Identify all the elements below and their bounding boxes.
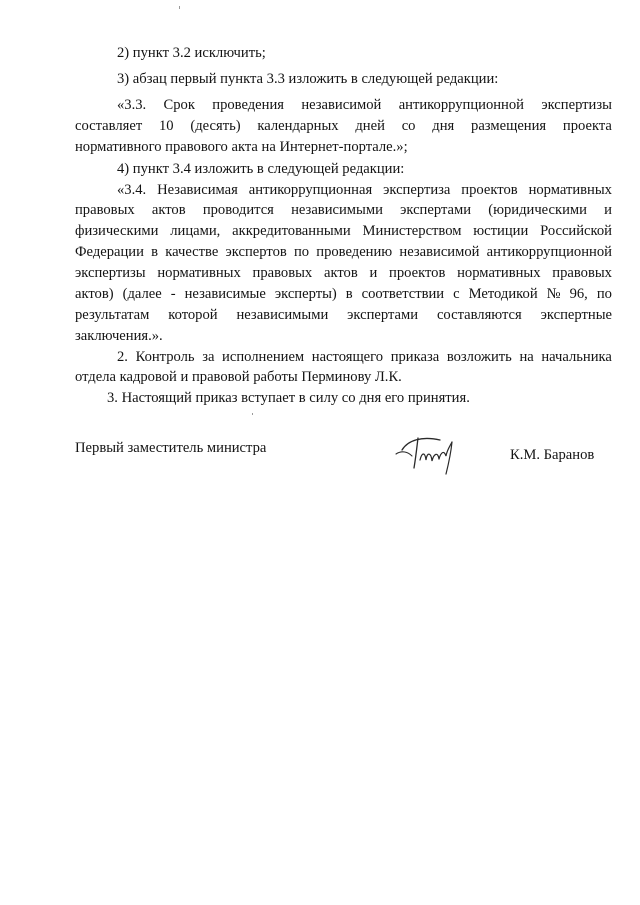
- word: Министерством: [362, 223, 462, 239]
- word: независимыми: [291, 202, 383, 218]
- word: экспертов: [225, 244, 287, 260]
- word: проектов: [389, 265, 446, 281]
- word: экспертные: [540, 307, 612, 323]
- word: начальника: [541, 349, 612, 365]
- word: с: [453, 286, 460, 302]
- word: за: [202, 349, 215, 365]
- signatory-title: Первый заместитель министра: [75, 440, 267, 456]
- word: актов): [75, 286, 114, 302]
- word: Федерации: [75, 244, 144, 260]
- word: нормативных: [457, 265, 541, 281]
- word: соответствии: [361, 286, 445, 302]
- scan-speck: [252, 413, 253, 415]
- word: антикоррупционной: [398, 97, 524, 113]
- scan-speck: [179, 6, 180, 9]
- word: возложить: [446, 349, 512, 365]
- word: «3.4.: [117, 182, 147, 198]
- word: «3.3.: [117, 97, 147, 113]
- text-line-15: [117, 348, 612, 367]
- word: Методикой: [468, 286, 538, 302]
- word: №: [546, 286, 561, 302]
- word: 96,: [569, 286, 588, 302]
- word: нормативных: [157, 265, 241, 281]
- text-line-16: отдела кадровой и правовой работы Перминову Л.К.: [75, 369, 402, 385]
- word: эксперты): [274, 286, 337, 302]
- word: исполнением: [222, 349, 305, 365]
- text-line-11: [75, 264, 612, 283]
- word: правовых: [552, 265, 612, 281]
- text-line-14: заключения.».: [75, 328, 163, 344]
- word: в: [151, 244, 159, 260]
- signatory-name: К.М. Баранов: [510, 447, 595, 463]
- word: результатам: [75, 307, 150, 323]
- word: (далее: [122, 286, 162, 302]
- text-line-10: [75, 243, 612, 262]
- word: независимой: [301, 97, 382, 113]
- word: экспертиза: [383, 182, 451, 198]
- word: составляются: [436, 307, 522, 323]
- word: по: [293, 244, 310, 260]
- word: экспертизы: [541, 97, 612, 113]
- word: проводится: [202, 202, 274, 218]
- word: независимые: [184, 286, 266, 302]
- word: и: [604, 202, 612, 218]
- text-line-17: 3. Настоящий приказ вступает в силу со дня его принятия.: [107, 390, 470, 406]
- word: дня: [432, 118, 455, 134]
- word: со: [401, 118, 416, 134]
- word: настоящего: [311, 349, 384, 365]
- word: антикоррупционная: [248, 182, 373, 198]
- text-line-7: [117, 181, 612, 200]
- word: которой: [168, 307, 218, 323]
- text-line-13: [75, 306, 612, 325]
- word: 2.: [117, 349, 128, 365]
- text-line-6: 4) пункт 3.4 изложить в следующей редакции:: [117, 161, 405, 177]
- word: экспертизы: [75, 265, 146, 281]
- word: (юридическими: [488, 202, 587, 218]
- word: 10: [159, 118, 174, 134]
- word: проектов: [461, 182, 518, 198]
- word: проведения: [212, 97, 284, 113]
- handwritten-signature: [394, 428, 462, 478]
- word: актов: [151, 202, 186, 218]
- word: экспертами: [347, 307, 419, 323]
- word: в: [345, 286, 353, 302]
- text-line-3: [117, 96, 612, 115]
- text-line-5: нормативного правового акта на Интернет-портале.»;: [75, 139, 408, 155]
- word: нормативных: [528, 182, 612, 198]
- word: размещения: [471, 118, 547, 134]
- text-line-8: [75, 201, 612, 220]
- word: физическими: [75, 223, 159, 239]
- word: юстиции: [473, 223, 529, 239]
- text-line-9: [75, 222, 612, 241]
- word: экспертами: [400, 202, 472, 218]
- word: и: [369, 265, 378, 281]
- word: на: [519, 349, 534, 365]
- word: календарных: [257, 118, 339, 134]
- word: проекта: [562, 118, 612, 134]
- word: Независимая: [157, 182, 238, 198]
- word: независимыми: [236, 307, 329, 323]
- word: качестве: [165, 244, 219, 260]
- word: дней: [355, 118, 385, 134]
- word: аккредитованными: [232, 223, 351, 239]
- word: Срок: [163, 97, 195, 113]
- word: приказа: [390, 349, 440, 365]
- word: независимой: [399, 244, 480, 260]
- word: правовых: [252, 265, 313, 281]
- word: (десять): [190, 118, 241, 134]
- word: составляет: [75, 118, 143, 134]
- word: по: [596, 286, 612, 302]
- text-line-2: 3) абзац первый пункта 3.3 изложить в следующей редакции:: [117, 71, 499, 87]
- text-line-4: [75, 117, 612, 136]
- word: лицами,: [170, 223, 221, 239]
- word: правовых: [75, 202, 135, 218]
- text-line-12: [75, 285, 612, 304]
- word: актов: [323, 265, 358, 281]
- text-line-1: 2) пункт 3.2 исключить;: [117, 45, 266, 61]
- word: Контроль: [135, 349, 195, 365]
- word: -: [170, 286, 176, 302]
- word: Российской: [540, 223, 612, 239]
- word: проведению: [316, 244, 393, 260]
- word: антикоррупционной: [486, 244, 612, 260]
